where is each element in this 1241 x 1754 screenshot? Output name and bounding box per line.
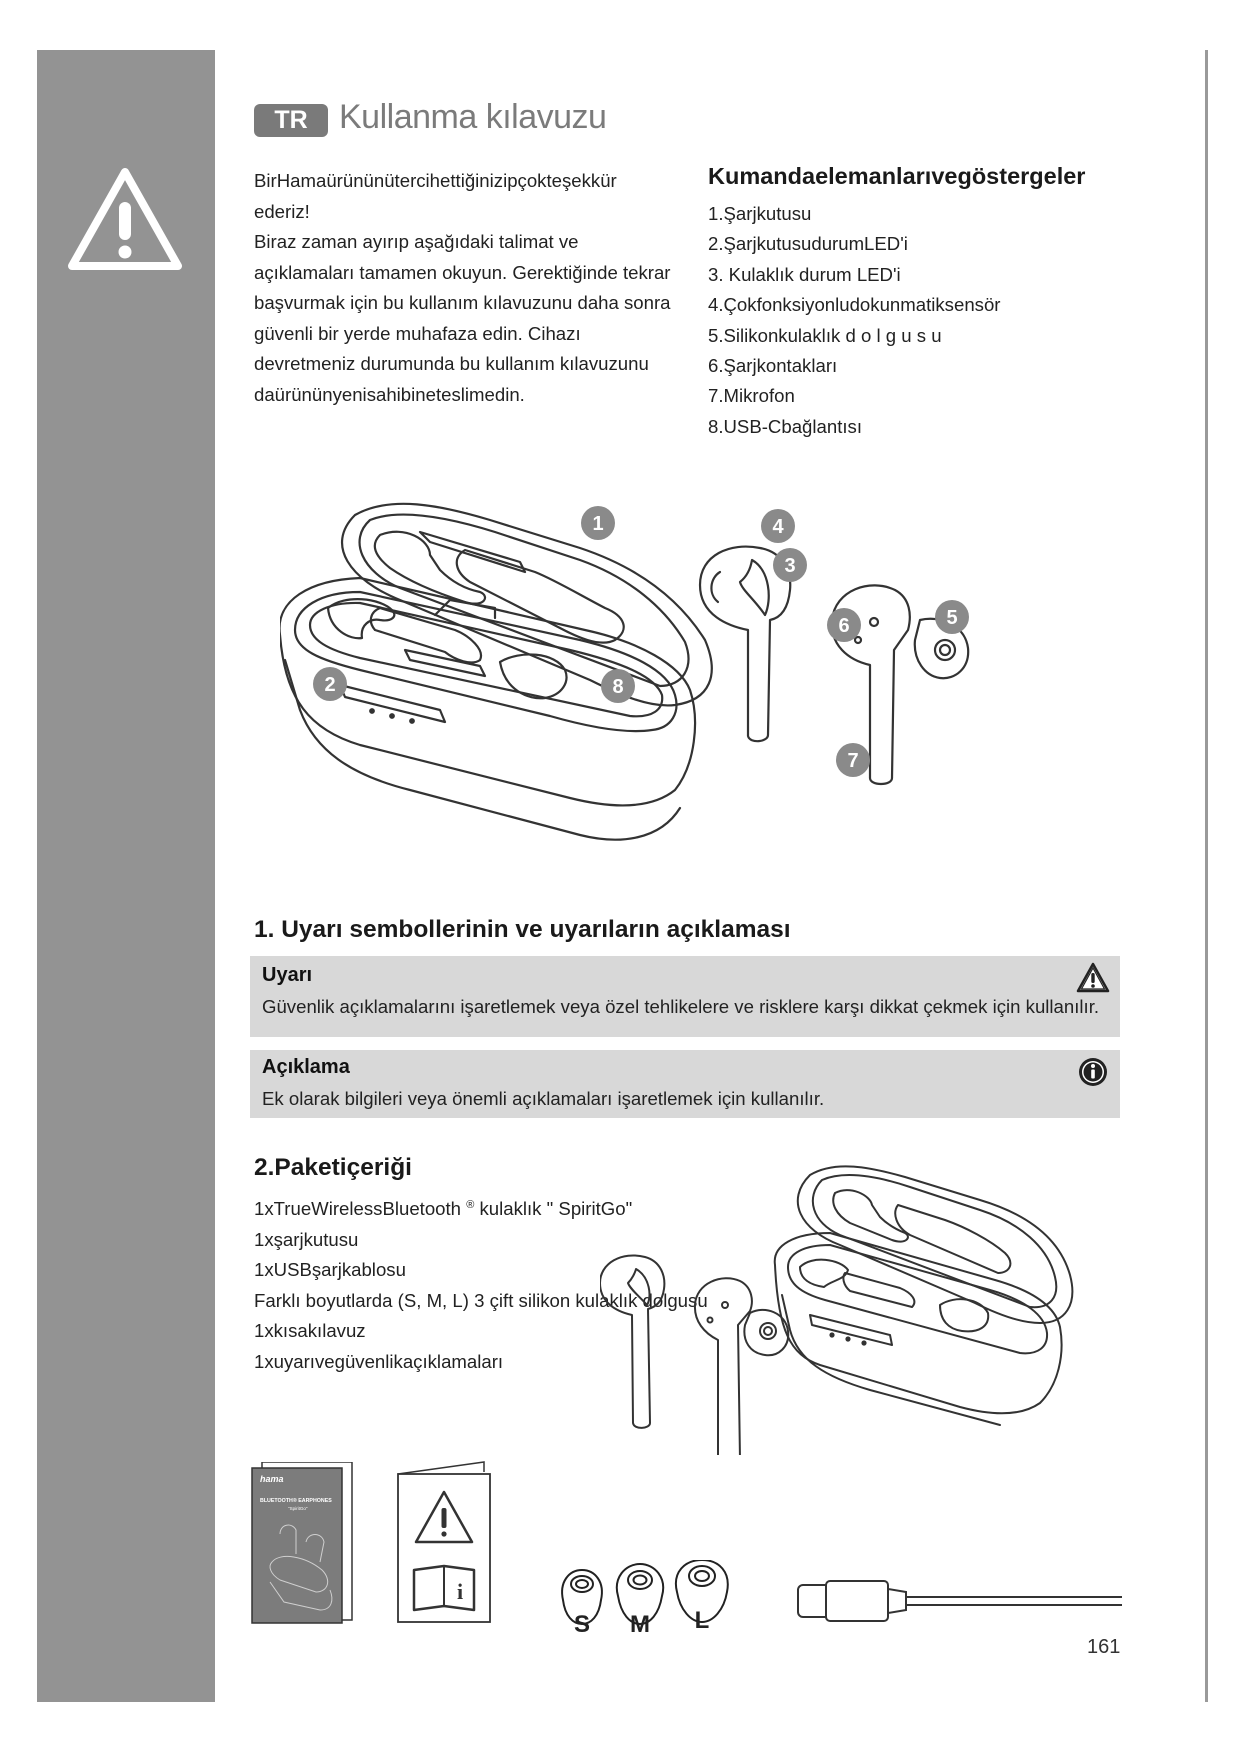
- callout-4: [761, 509, 795, 543]
- booklet-subtitle: "SpiritGo": [288, 1506, 308, 1511]
- svg-text:2: 2: [324, 674, 336, 696]
- list-item: 2.ŞarjkutusudurumLED'i: [708, 233, 908, 255]
- list-item: 3. Kulaklık durum LED'i: [708, 263, 901, 285]
- size-s-label: S: [573, 1611, 591, 1634]
- page-title: Kullanma kılavuzu: [339, 98, 607, 136]
- item-text-suffix: kulaklık " SpiritGo": [474, 1198, 633, 1220]
- usb-cable: [796, 1575, 1122, 1627]
- svg-text:5: 5: [946, 607, 958, 629]
- warning-icon: [1076, 962, 1110, 994]
- svg-text:3: 3: [784, 555, 796, 577]
- list-item: 8.USB-Cbağlantısı: [708, 415, 862, 437]
- list-item: 1xUSBşarjkablosu: [254, 1259, 406, 1281]
- section-1-heading: 1. Uyarı sembollerinin ve uyarıların açıklaması: [254, 916, 791, 943]
- controls-list: [708, 199, 1001, 442]
- language-badge: TR: [254, 104, 328, 137]
- list-item: Farklı boyutlarda (S, M, L) 3 çift silikon kulaklık dolgusu: [254, 1289, 708, 1311]
- warning-box: [250, 956, 1120, 1037]
- size-l-label: L: [694, 1607, 710, 1634]
- callout-8: [601, 669, 635, 703]
- page-number: 161: [1087, 1636, 1121, 1658]
- callout-7: [836, 743, 870, 777]
- list-item: 4.Çokfonksiyonludokunmatiksensör: [708, 294, 1001, 316]
- booklet-brand: hama: [260, 1474, 284, 1484]
- intro-instructions: Biraz zaman ayırıp aşağıdaki talimat ve açıklamaları tamamen okuyun. Gerektiğinde tekrar başvurmak için bu kullanım kılavuzunu daha sonra güvenli bir yerde muhafaza edin. Cihazı devretmeniz durumunda bu kullanım kılavuzunu daürününyenisahibineteslimedin.: [254, 231, 671, 405]
- callout-6: [827, 608, 861, 642]
- package-illustration: [600, 1155, 1120, 1455]
- info-icon: [1076, 1056, 1110, 1088]
- svg-text:7: 7: [847, 750, 859, 772]
- warning-description: Güvenlik açıklamalarını işaretlemek veya özel tehlikelere ve risklere karşı dikkat çekmek için kullanılır.: [262, 996, 1100, 1017]
- svg-text:i: i: [456, 1579, 464, 1604]
- list-item: 7.Mikrofon: [708, 385, 795, 407]
- item-text: 1xTrueWirelessBluetooth: [254, 1198, 467, 1220]
- note-box: [250, 1050, 1120, 1118]
- product-illustration: [280, 490, 1110, 890]
- list-item: 1xşarjkutusu: [254, 1228, 359, 1250]
- note-label: Açıklama: [262, 1056, 350, 1078]
- list-item: 6.Şarjkontakları: [708, 355, 838, 377]
- svg-text:8: 8: [612, 676, 624, 698]
- safety-booklet: [396, 1460, 496, 1625]
- note-description: Ek olarak bilgileri veya önemli açıklamaları işaretlemek için kullanılır.: [262, 1088, 825, 1109]
- callout-2: [313, 667, 347, 701]
- intro-text: [254, 166, 674, 410]
- list-item: 1xuyarıvegüvenlikaçıklamaları: [254, 1350, 504, 1372]
- callout-3: [773, 548, 807, 582]
- svg-text:1: 1: [592, 513, 604, 535]
- controls-heading: Kumandaelemanlarıvegöstergeler: [708, 163, 1086, 189]
- section-2-heading: 2.Paketiçeriği: [254, 1154, 412, 1181]
- callout-1: [581, 506, 615, 540]
- svg-text:4: 4: [772, 516, 784, 538]
- list-item: 5.Silikonkulaklık d o l g u s u: [708, 324, 942, 346]
- intro-thanks: BirHamaürününütercihettiğinizipçokteşekkür ederiz!: [254, 170, 617, 222]
- svg-text:6: 6: [838, 615, 850, 637]
- booklet-title: BLUETOOTH® EARPHONES: [260, 1498, 332, 1504]
- warning-label: Uyarı: [262, 964, 313, 986]
- size-m-label: M: [630, 1611, 650, 1634]
- list-item: 1.Şarjkutusu: [708, 203, 812, 224]
- callout-5: [935, 600, 969, 634]
- ear-tips: [555, 1560, 755, 1634]
- quick-guide-booklet: [250, 1462, 353, 1625]
- right-rule: [1205, 50, 1208, 1702]
- warning-triangle-icon: [66, 166, 184, 274]
- sidebar-band: [37, 50, 215, 1702]
- registered-mark: ®: [466, 1199, 475, 1211]
- list-item: 1xkısakılavuz: [254, 1320, 366, 1342]
